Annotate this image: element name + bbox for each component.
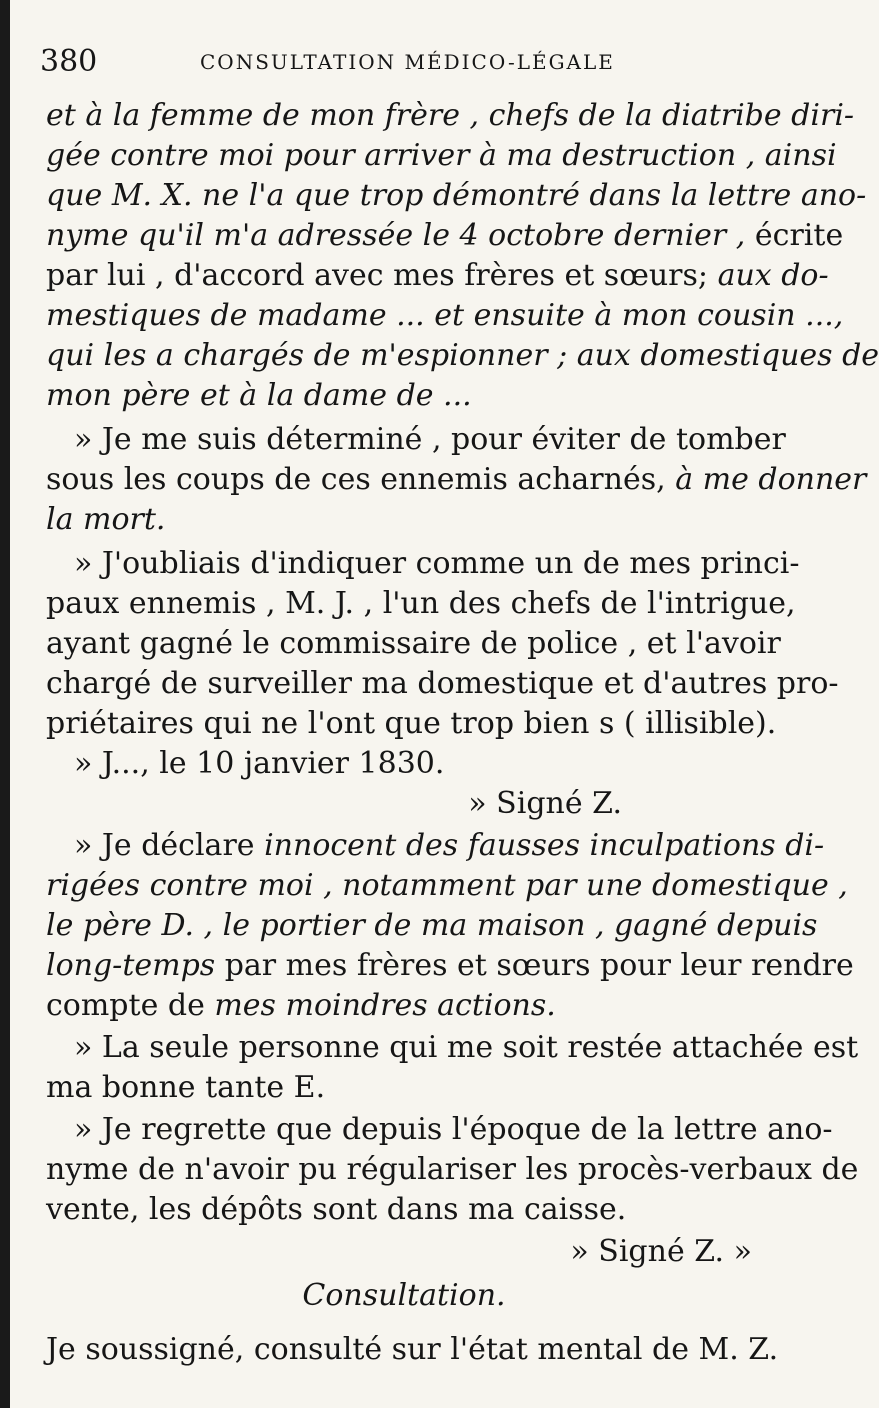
text-line: qui les a chargés de m'espionner ; aux domestiques de xyxy=(46,338,879,373)
text-line: le père D. , le portier de ma maison , gagné depuis xyxy=(46,908,818,943)
text-line: que M. X. ne l'a que trop démontré dans la lettre ano- xyxy=(46,178,867,213)
text-line: la mort. xyxy=(46,502,166,537)
text-line: » J..., le 10 janvier 1830. xyxy=(74,746,445,781)
text-line: rigées contre moi , notamment par une domestique , xyxy=(46,868,848,903)
text-line: paux ennemis , M. J. , l'un des chefs de l'intrigue, xyxy=(46,586,796,621)
signature-line: » Signé Z. xyxy=(468,786,622,821)
text-line: et à la femme de mon frère , chefs de la diatribe diri- xyxy=(46,98,855,133)
text-line: » Je déclare innocent des fausses inculpations di- xyxy=(74,828,825,863)
text-line: compte de mes moindres actions. xyxy=(46,988,556,1023)
text-line: nyme qu'il m'a adressée le 4 octobre dernier , écrite xyxy=(46,218,844,253)
text-line: long-temps par mes frères et sœurs pour leur rendre xyxy=(46,948,854,983)
text-line: ma bonne tante E. xyxy=(46,1070,326,1105)
section-heading: Consultation. xyxy=(302,1278,506,1313)
text-line: chargé de surveiller ma domestique et d'autres pro- xyxy=(46,666,839,701)
text-line: sous les coups de ces ennemis acharnés, à me donner xyxy=(46,462,867,497)
text-line: » La seule personne qui me soit restée attachée est xyxy=(74,1030,859,1065)
running-head xyxy=(40,44,780,84)
page-edge xyxy=(0,0,10,1408)
text-line: par lui , d'accord avec mes frères et sœurs; aux do- xyxy=(46,258,829,293)
text-line: mon père et à la dame de ... xyxy=(46,378,472,413)
text-line: priétaires qui ne l'ont que trop bien s ( illisible). xyxy=(46,706,777,741)
text-line: vente, les dépôts sont dans ma caisse. xyxy=(46,1192,627,1227)
text-line: gée contre moi pour arriver à ma destruction , ainsi xyxy=(46,138,837,173)
text-line: nyme de n'avoir pu régulariser les procès-verbaux de xyxy=(46,1152,859,1187)
text-line: ayant gagné le commissaire de police , et l'avoir xyxy=(46,626,781,661)
page-number: 380 xyxy=(40,44,98,79)
running-title: CONSULTATION MÉDICO-LÉGALE xyxy=(200,50,615,74)
signature-line: » Signé Z. » xyxy=(570,1234,752,1269)
text-line: » J'oubliais d'indiquer comme un de mes princi- xyxy=(74,546,800,581)
text-line: » Je regrette que depuis l'époque de la lettre ano- xyxy=(74,1112,833,1147)
text-line: » Je me suis déterminé , pour éviter de tomber xyxy=(74,422,786,457)
text-line: Je soussigné, consulté sur l'état mental de M. Z. xyxy=(46,1332,779,1367)
text-line: mestiques de madame ... et ensuite à mon cousin ..., xyxy=(46,298,844,333)
